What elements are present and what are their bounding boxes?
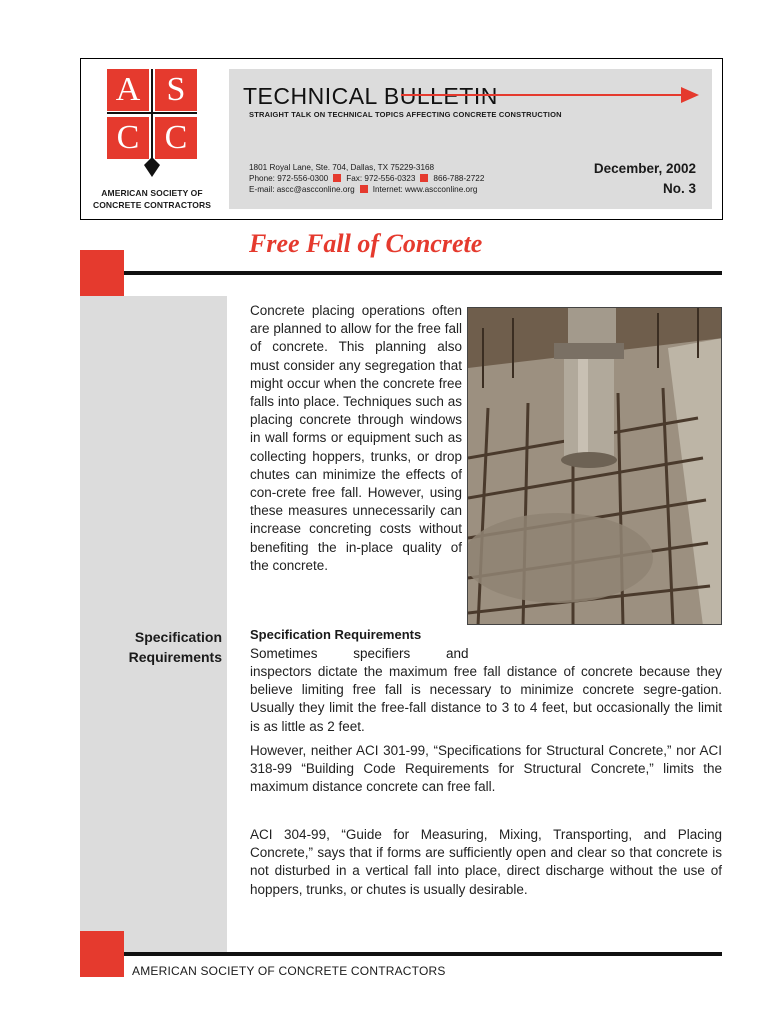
accent-block-top — [80, 250, 124, 296]
logo-letter-a: A — [107, 69, 149, 111]
logo-letter-c2: C — [155, 117, 197, 159]
logo-caption — [89, 187, 215, 211]
bulletin-panel — [229, 69, 712, 209]
masthead — [80, 58, 723, 220]
sidebar-heading-line1: Specification — [134, 629, 222, 645]
rule-top — [124, 271, 722, 275]
logo-letter-c1: C — [107, 117, 149, 159]
sidebar-heading-line2: Requirements — [128, 649, 222, 665]
rule-bottom — [124, 952, 722, 956]
issue-number: No. 3 — [662, 181, 696, 196]
ascc-logo — [107, 69, 197, 181]
footer-organization: AMERICAN SOCIETY OF CONCRETE CONTRACTORS — [132, 964, 446, 978]
issue-date: December, 2002 — [593, 161, 696, 176]
arrow-icon — [401, 86, 701, 104]
logo-letter-s: S — [155, 69, 197, 111]
logo-caption-line1: AMERICAN SOCIETY OF — [101, 188, 203, 198]
concrete-photo-image — [468, 308, 722, 625]
bullet-square-icon — [333, 174, 341, 182]
internet: Internet: www.ascconline.org — [372, 185, 478, 194]
issue-info — [594, 159, 696, 199]
sidebar — [80, 296, 227, 952]
tollfree: 866-788-2722 — [433, 174, 485, 183]
bulletin-title: TECHNICAL BULLETIN — [243, 83, 498, 109]
intro-paragraph: Concrete placing operations often are planned to allow for the free fall of concrete. This planning also must consider any segregation that might occur when the concrete free falls into place. Techniques such as placing concrete through windows in wall forms or equipment such as collecting hoppers, trunks, or drop chutes can minimize the effects of con-crete free fall. However, using these measures unnecessarily can increase concreting costs without benefiting the in-place quality of the concrete. — [250, 303, 462, 573]
section-heading: Specification Requirements — [250, 627, 422, 642]
paragraph-1-first-line: Sometimes specifiers and — [250, 646, 469, 661]
concrete-pour-photo — [467, 307, 722, 625]
address: 1801 Royal Lane, Ste. 704, Dallas, TX 75229-3168 — [249, 163, 435, 172]
sidebar-heading — [88, 627, 222, 667]
logo-divider-vertical — [151, 69, 153, 165]
paragraph-1: inspectors dictate the maximum free fall distance of concrete because they believe limiting free fall is necessary to minimize concrete segre-gation. Usually they limit the free-fall distance to 3 to 4 feet, but occasionally the limit is as little as 2 feet. — [250, 664, 722, 734]
paragraph-3: ACI 304-99, “Guide for Measuring, Mixing, Transporting, and Placing Concrete,” says that if forms are sufficiently open and clear so that concrete is not disturbed in a vertical fall into place, direct discharge without the use of hoppers, trunks, or chutes is usually desirable. — [250, 827, 722, 897]
fax: Fax: 972-556-0323 — [346, 174, 416, 183]
bulletin-subtitle: STRAIGHT TALK ON TECHNICAL TOPICS AFFECTING CONCRETE CONSTRUCTION — [249, 110, 562, 119]
contact-block — [249, 162, 484, 195]
email: E-mail: ascc@ascconline.org — [249, 185, 355, 194]
article-title: Free Fall of Concrete — [249, 229, 483, 258]
bullet-square-icon — [360, 185, 368, 193]
bullet-square-icon — [420, 174, 428, 182]
logo-divider-horizontal — [107, 112, 197, 114]
phone: Phone: 972-556-0300 — [249, 174, 329, 183]
email-web-line — [249, 184, 484, 195]
shovel-icon — [143, 157, 161, 177]
accent-block-bottom — [80, 931, 124, 977]
phone-fax-line — [249, 173, 484, 184]
logo-caption-line2: CONCRETE CONTRACTORS — [92, 200, 211, 210]
paragraph-2: However, neither ACI 301-99, “Specifications for Structural Concrete,” nor ACI 318-99 “Building Code Requirements for Structural Concrete,” limits the maximum distance concrete can free fall. — [250, 743, 722, 795]
